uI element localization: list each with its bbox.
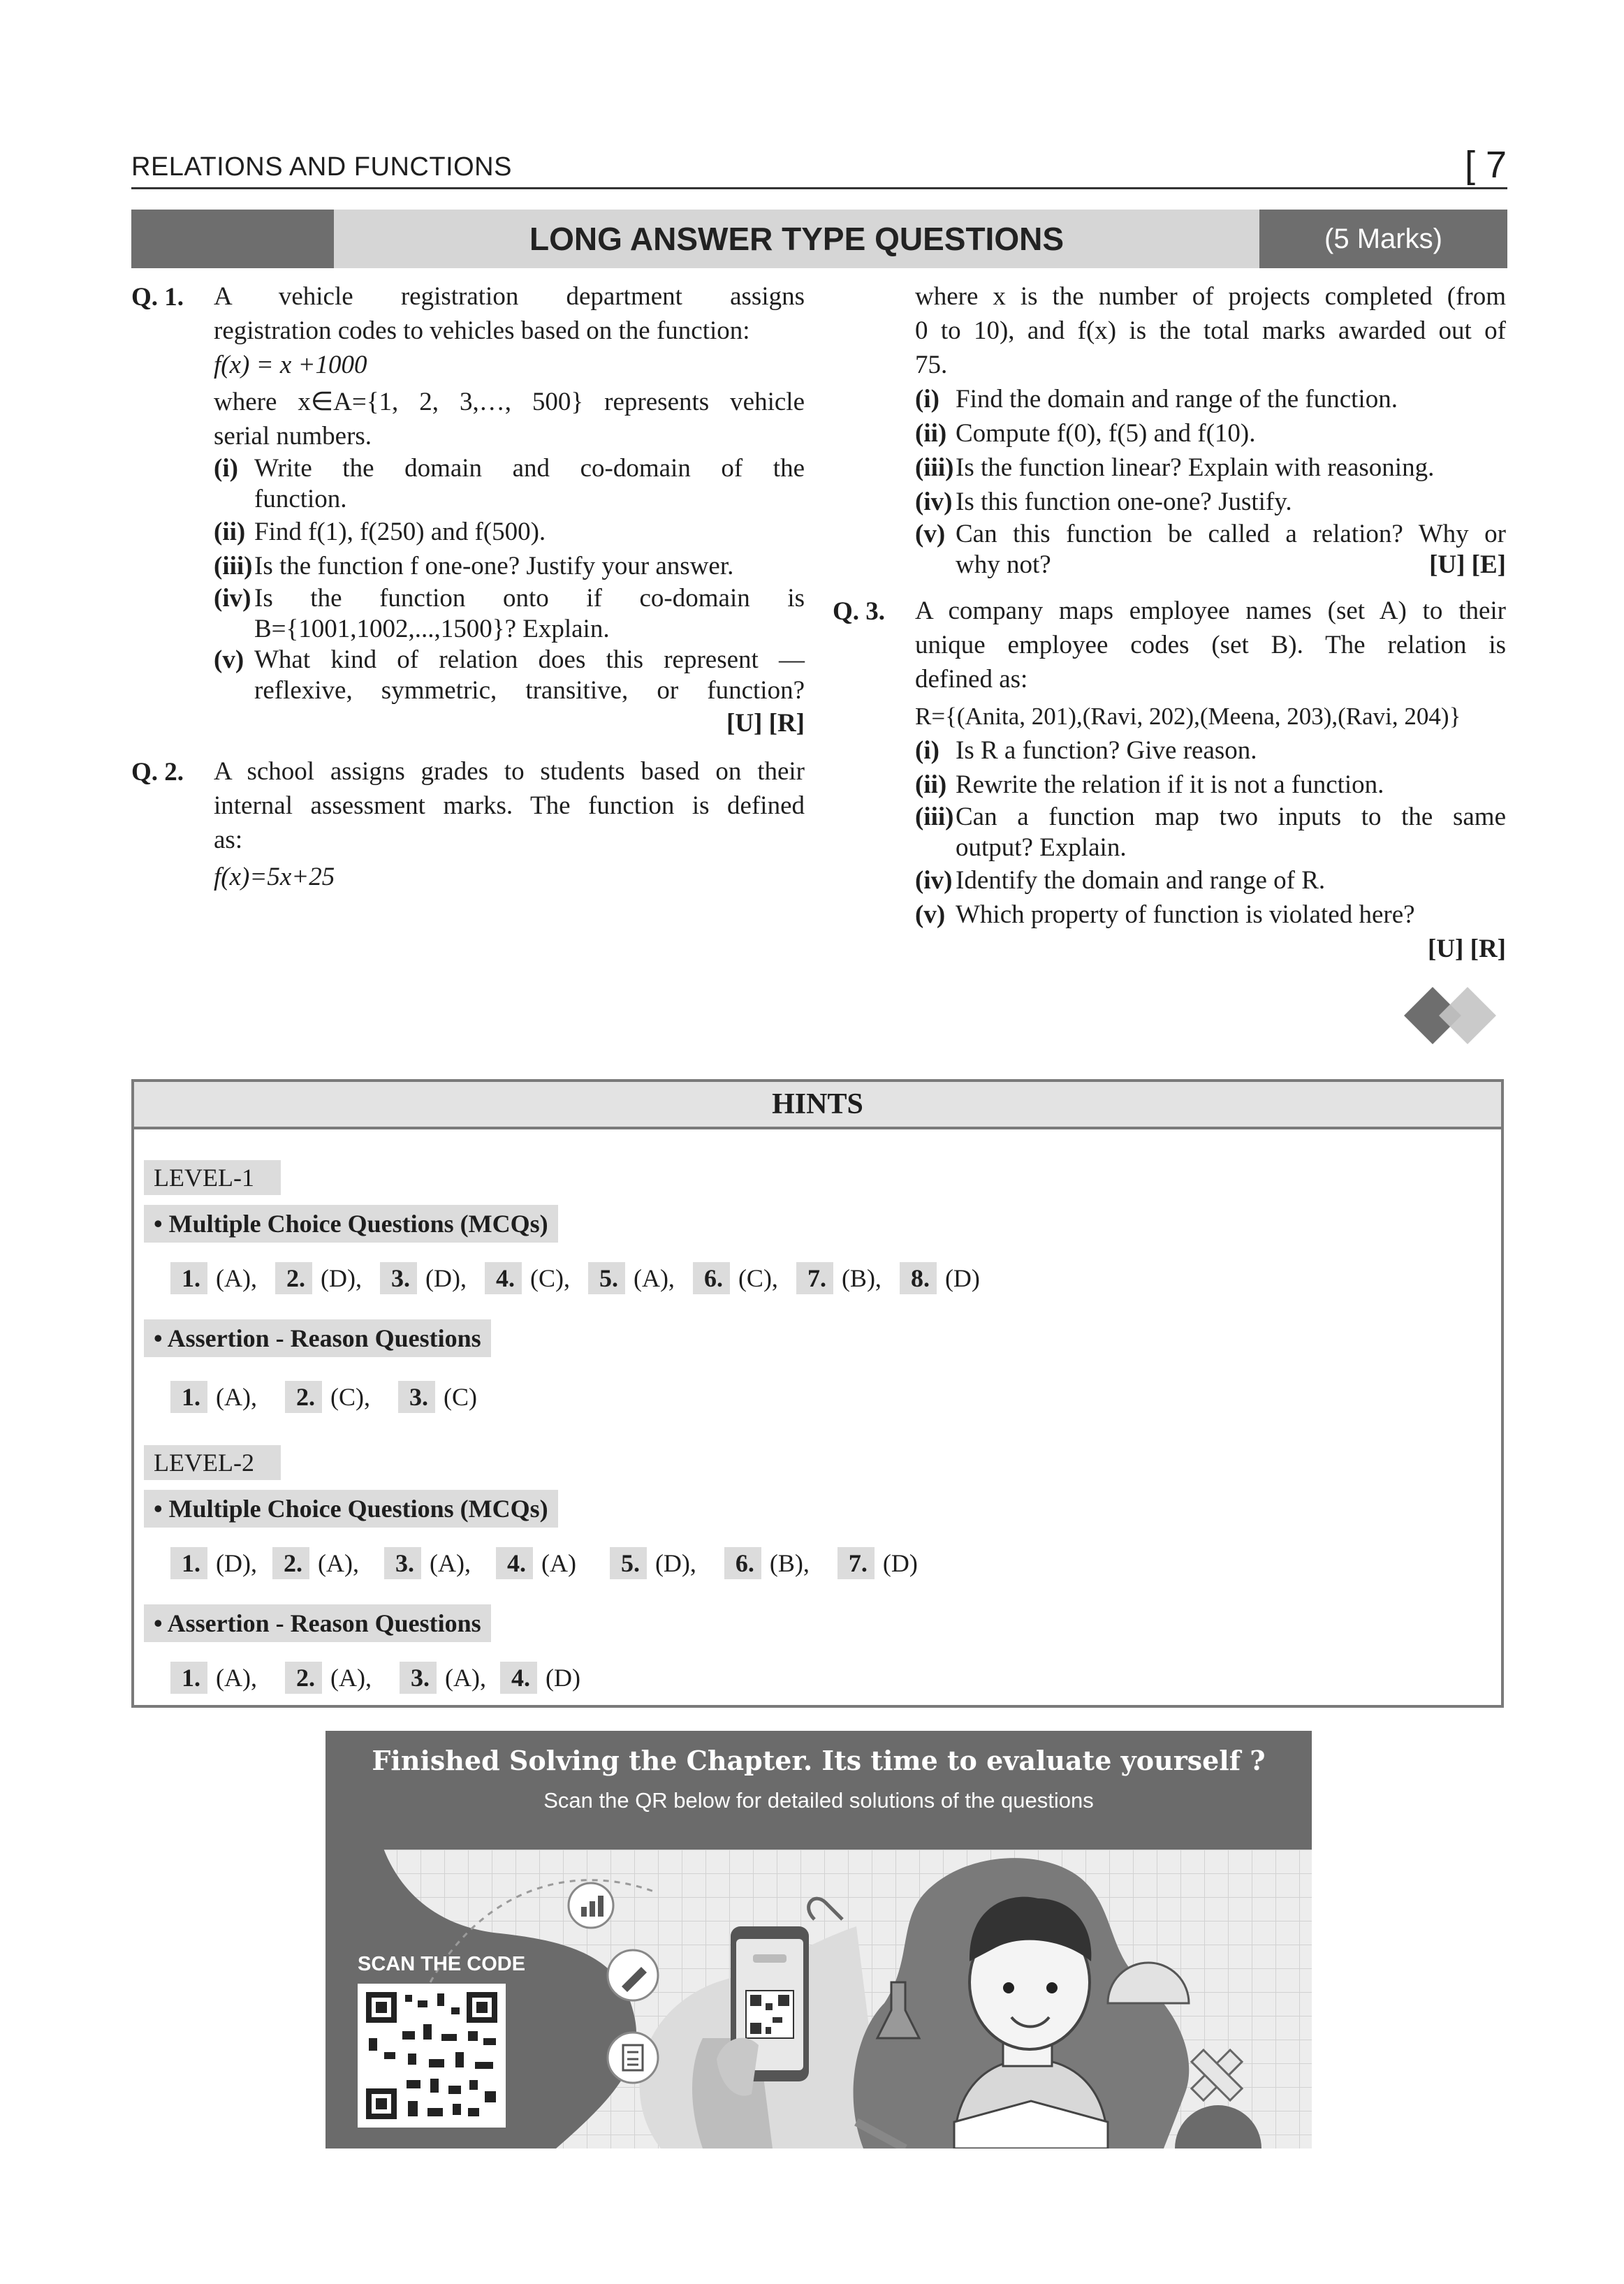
diamond-icon — [1439, 987, 1496, 1044]
q1-part-i-label: (i) — [214, 454, 238, 483]
q1-part-v-line2: reflexive, symmetric, transitive, or function? — [254, 676, 805, 705]
q2-part-v-label: (v) — [915, 520, 946, 548]
section-banner — [131, 210, 1507, 268]
question-2-continued — [915, 279, 1506, 580]
q1-part-ii-label: (ii) — [214, 518, 246, 546]
q1-part-iv — [214, 583, 805, 645]
answer-number: 4. — [485, 1262, 522, 1294]
answer-item — [496, 1547, 576, 1579]
q2-part-iv-line1: Is this function one-one? Justify. — [956, 488, 1292, 516]
hints-title: HINTS — [134, 1082, 1501, 1129]
q2-part-iii-label: (iii) — [915, 453, 954, 482]
level-2-mcq-answers — [170, 1547, 918, 1579]
answer-item — [170, 1262, 257, 1294]
answer-item — [900, 1262, 980, 1294]
question-number-1: Q. 1. — [131, 283, 184, 312]
q3-part-v — [915, 898, 1506, 932]
q2-tags: [U] [E] — [1429, 550, 1506, 579]
q3-formula: R={(Anita, 201),(Ravi, 202),(Meena, 203),(Ravi, 204)} — [915, 703, 1461, 730]
q1-intro-line2: registration codes to vehicles based on the function: — [214, 316, 750, 345]
q1-intro-line1: A vehicle registration department assigns — [214, 282, 805, 311]
qr-code-icon — [358, 1984, 506, 2128]
q2-cont-line1: where x is the number of projects completed (from — [915, 282, 1506, 311]
q2-part-iii — [915, 451, 1506, 485]
answer-value: (C), — [529, 1264, 570, 1292]
answer-number: 8. — [900, 1262, 937, 1294]
answer-item — [837, 1547, 918, 1579]
q1-part-iv-label: (iv) — [214, 584, 251, 613]
q2-part-ii-label: (ii) — [915, 419, 947, 448]
answer-number: 3. — [398, 1381, 435, 1413]
question-3 — [915, 594, 1506, 966]
q3-part-iii-label: (iii) — [915, 803, 954, 831]
hints-box — [131, 1079, 1504, 1708]
q3-line3: defined as: — [915, 665, 1028, 694]
answer-value: (A), — [317, 1549, 359, 1577]
q2-part-iv-label: (iv) — [915, 488, 953, 516]
level-1-mcq-label: • Multiple Choice Questions (MCQs) — [144, 1205, 558, 1243]
q1-part-iii-line1: Is the function f one-one? Justify your answer. — [254, 552, 734, 580]
q2-part-i-line1: Find the domain and range of the function. — [956, 385, 1398, 413]
chart-icon — [569, 1883, 613, 1928]
answer-value: (A), — [216, 1264, 257, 1292]
level-1-ar-label: • Assertion - Reason Questions — [144, 1319, 491, 1357]
answer-value: (A), — [633, 1264, 675, 1292]
q3-part-iv-line1: Identify the domain and range of R. — [956, 866, 1326, 895]
q1-part-iv-line2: B={1001,1002,...,1500}? Explain. — [254, 615, 610, 643]
pencil-icon — [608, 1950, 658, 2000]
answer-item — [400, 1662, 486, 1694]
level-2-mcq-label: • Multiple Choice Questions (MCQs) — [144, 1490, 558, 1528]
q1-where-line1: where x∈A={1, 2, 3,…, 500} represents vehicle — [214, 388, 805, 416]
answer-number: 4. — [496, 1547, 533, 1579]
q2-line2: internal assessment marks. The function is defined — [214, 791, 805, 820]
answer-number: 3. — [384, 1547, 421, 1579]
answer-item — [384, 1547, 471, 1579]
answer-number: 1. — [170, 1262, 207, 1294]
q3-part-i-line1: Is R a function? Give reason. — [956, 736, 1257, 765]
header-rule — [131, 187, 1507, 189]
answer-number: 3. — [380, 1262, 417, 1294]
answer-item — [285, 1662, 372, 1694]
level-2-ar-label: • Assertion - Reason Questions — [144, 1604, 491, 1642]
section-title: LONG ANSWER TYPE QUESTIONS — [334, 210, 1259, 268]
promo-subtitle: Scan the QR below for detailed solutions of the questions — [543, 1788, 1094, 1813]
q2-part-iii-line1: Is the function linear? Explain with reasoning. — [956, 453, 1435, 482]
answer-value: (C), — [738, 1264, 778, 1292]
level-1-mcq-answers — [170, 1262, 980, 1294]
answer-value: (A), — [216, 1383, 257, 1411]
q1-part-v-line1: What kind of relation does this represent — — [254, 645, 805, 674]
answer-number: 2. — [275, 1262, 312, 1294]
answer-value: (A), — [444, 1664, 486, 1692]
q3-part-iv-label: (iv) — [915, 866, 953, 895]
answer-number: 2. — [285, 1381, 322, 1413]
question-1 — [214, 279, 805, 740]
answer-value: (D), — [216, 1549, 257, 1577]
q1-part-iii — [214, 549, 805, 583]
q1-part-i-line1: Write the domain and co-domain of the — [254, 454, 805, 483]
q2-part-ii — [915, 416, 1506, 451]
q3-line2: unique employee codes (set B). The relation is — [915, 631, 1506, 659]
q2-formula: f(x)=5x+25 — [214, 863, 335, 891]
q2-part-i-label: (i) — [915, 385, 939, 413]
promo-banner — [325, 1731, 1312, 2148]
answer-value: (C), — [330, 1383, 370, 1411]
answer-item — [724, 1547, 810, 1579]
q3-part-iv — [915, 863, 1506, 898]
q2-part-i — [915, 382, 1506, 416]
level-1-label: LEVEL-1 — [144, 1160, 281, 1195]
answer-number: 7. — [837, 1547, 875, 1579]
q1-part-i — [214, 453, 805, 515]
q3-part-iii-line1: Can a function map two inputs to the same — [956, 803, 1506, 831]
answer-number: 3. — [400, 1662, 437, 1694]
q1-part-ii-line1: Find f(1), f(250) and f(500). — [254, 518, 546, 546]
answer-value: (B), — [841, 1264, 882, 1292]
answer-item — [170, 1381, 257, 1413]
q1-part-i-line2: function. — [254, 485, 347, 513]
q3-tags: [U] [R] — [1428, 935, 1506, 963]
level-2-label: LEVEL-2 — [144, 1445, 281, 1480]
q2-part-v — [915, 519, 1506, 580]
answer-value: (D), — [654, 1549, 696, 1577]
answer-number: 1. — [170, 1547, 207, 1579]
answer-item — [398, 1381, 477, 1413]
q1-part-v — [214, 645, 805, 706]
document-icon — [608, 2033, 658, 2083]
level-2-ar-answers — [170, 1662, 580, 1694]
answer-item — [796, 1262, 882, 1294]
q3-part-ii-line1: Rewrite the relation if it is not a function. — [956, 770, 1384, 799]
banner-left-block — [131, 210, 334, 268]
answer-item — [693, 1262, 778, 1294]
q3-part-i-label: (i) — [915, 736, 939, 765]
q3-part-iii-line2: output? Explain. — [956, 833, 1127, 862]
q1-formula: f(x) = x +1000 — [214, 351, 367, 379]
q2-cont-line3: 75. — [915, 351, 948, 379]
q3-part-v-line1: Which property of function is violated here? — [956, 900, 1415, 929]
q1-tags: [U] [R] — [726, 709, 805, 738]
q3-part-ii — [915, 768, 1506, 802]
q2-cont-line2: 0 to 10), and f(x) is the total marks awarded out of — [915, 316, 1506, 345]
answer-item — [170, 1662, 257, 1694]
answer-value: (D) — [944, 1264, 980, 1292]
answer-number: 6. — [693, 1262, 730, 1294]
answer-item — [500, 1662, 580, 1694]
answer-value: (A), — [429, 1549, 471, 1577]
question-number-2: Q. 2. — [131, 758, 184, 786]
running-header: RELATIONS AND FUNCTIONS — [131, 152, 512, 182]
q1-part-iii-label: (iii) — [214, 552, 253, 580]
answer-number: 4. — [500, 1662, 537, 1694]
answer-value: (A), — [216, 1664, 257, 1692]
scan-code-label: SCAN THE CODE — [358, 1953, 526, 1975]
answer-value: (B), — [769, 1549, 810, 1577]
answer-item — [610, 1547, 696, 1579]
answer-number: 5. — [610, 1547, 647, 1579]
answer-number: 6. — [724, 1547, 761, 1579]
q2-part-ii-line1: Compute f(0), f(5) and f(10). — [956, 419, 1256, 448]
answer-number: 7. — [796, 1262, 833, 1294]
q2-line1: A school assigns grades to students based on their — [214, 757, 805, 786]
answer-item — [275, 1262, 362, 1294]
answer-item — [588, 1262, 675, 1294]
answer-value: (D) — [545, 1664, 580, 1692]
q2-part-iv — [915, 485, 1506, 519]
page-number: [ 7 — [1464, 144, 1507, 186]
answer-value: (A) — [541, 1549, 576, 1577]
q1-part-v-label: (v) — [214, 645, 244, 674]
level-1-ar-answers — [170, 1381, 477, 1413]
q3-part-iii — [915, 802, 1506, 863]
q1-where-line2: serial numbers. — [214, 422, 372, 451]
answer-number: 5. — [588, 1262, 625, 1294]
answer-value: (A), — [330, 1664, 372, 1692]
answer-value: (D), — [320, 1264, 362, 1292]
q3-part-v-label: (v) — [915, 900, 946, 929]
q3-part-ii-label: (ii) — [915, 770, 947, 799]
answer-item — [272, 1547, 359, 1579]
answer-item — [170, 1547, 257, 1579]
q2-line3: as: — [214, 826, 243, 854]
q1-part-ii — [214, 515, 805, 549]
answer-value: (D), — [425, 1264, 467, 1292]
answer-value: (D) — [882, 1549, 918, 1577]
section-marks: (5 Marks) — [1259, 210, 1507, 268]
q3-line1: A company maps employee names (set A) to their — [915, 596, 1506, 625]
answer-item — [380, 1262, 467, 1294]
q2-part-v-line1: Can this function be called a relation? Why or — [956, 520, 1506, 548]
q1-part-iv-line1: Is the function onto if co-domain is — [254, 584, 805, 613]
answer-number: 2. — [272, 1547, 309, 1579]
q3-part-i — [915, 733, 1506, 768]
answer-number: 2. — [285, 1662, 322, 1694]
answer-number: 1. — [170, 1381, 207, 1413]
q2-part-v-line2: why not? — [956, 550, 1051, 579]
question-2 — [214, 754, 805, 894]
question-number-3: Q. 3. — [833, 597, 886, 626]
answer-item — [285, 1381, 370, 1413]
promo-title: Finished Solving the Chapter. Its time to evaluate yourself ? — [372, 1745, 1266, 1776]
answer-number: 1. — [170, 1662, 207, 1694]
answer-item — [485, 1262, 570, 1294]
answer-value: (C) — [443, 1383, 477, 1411]
